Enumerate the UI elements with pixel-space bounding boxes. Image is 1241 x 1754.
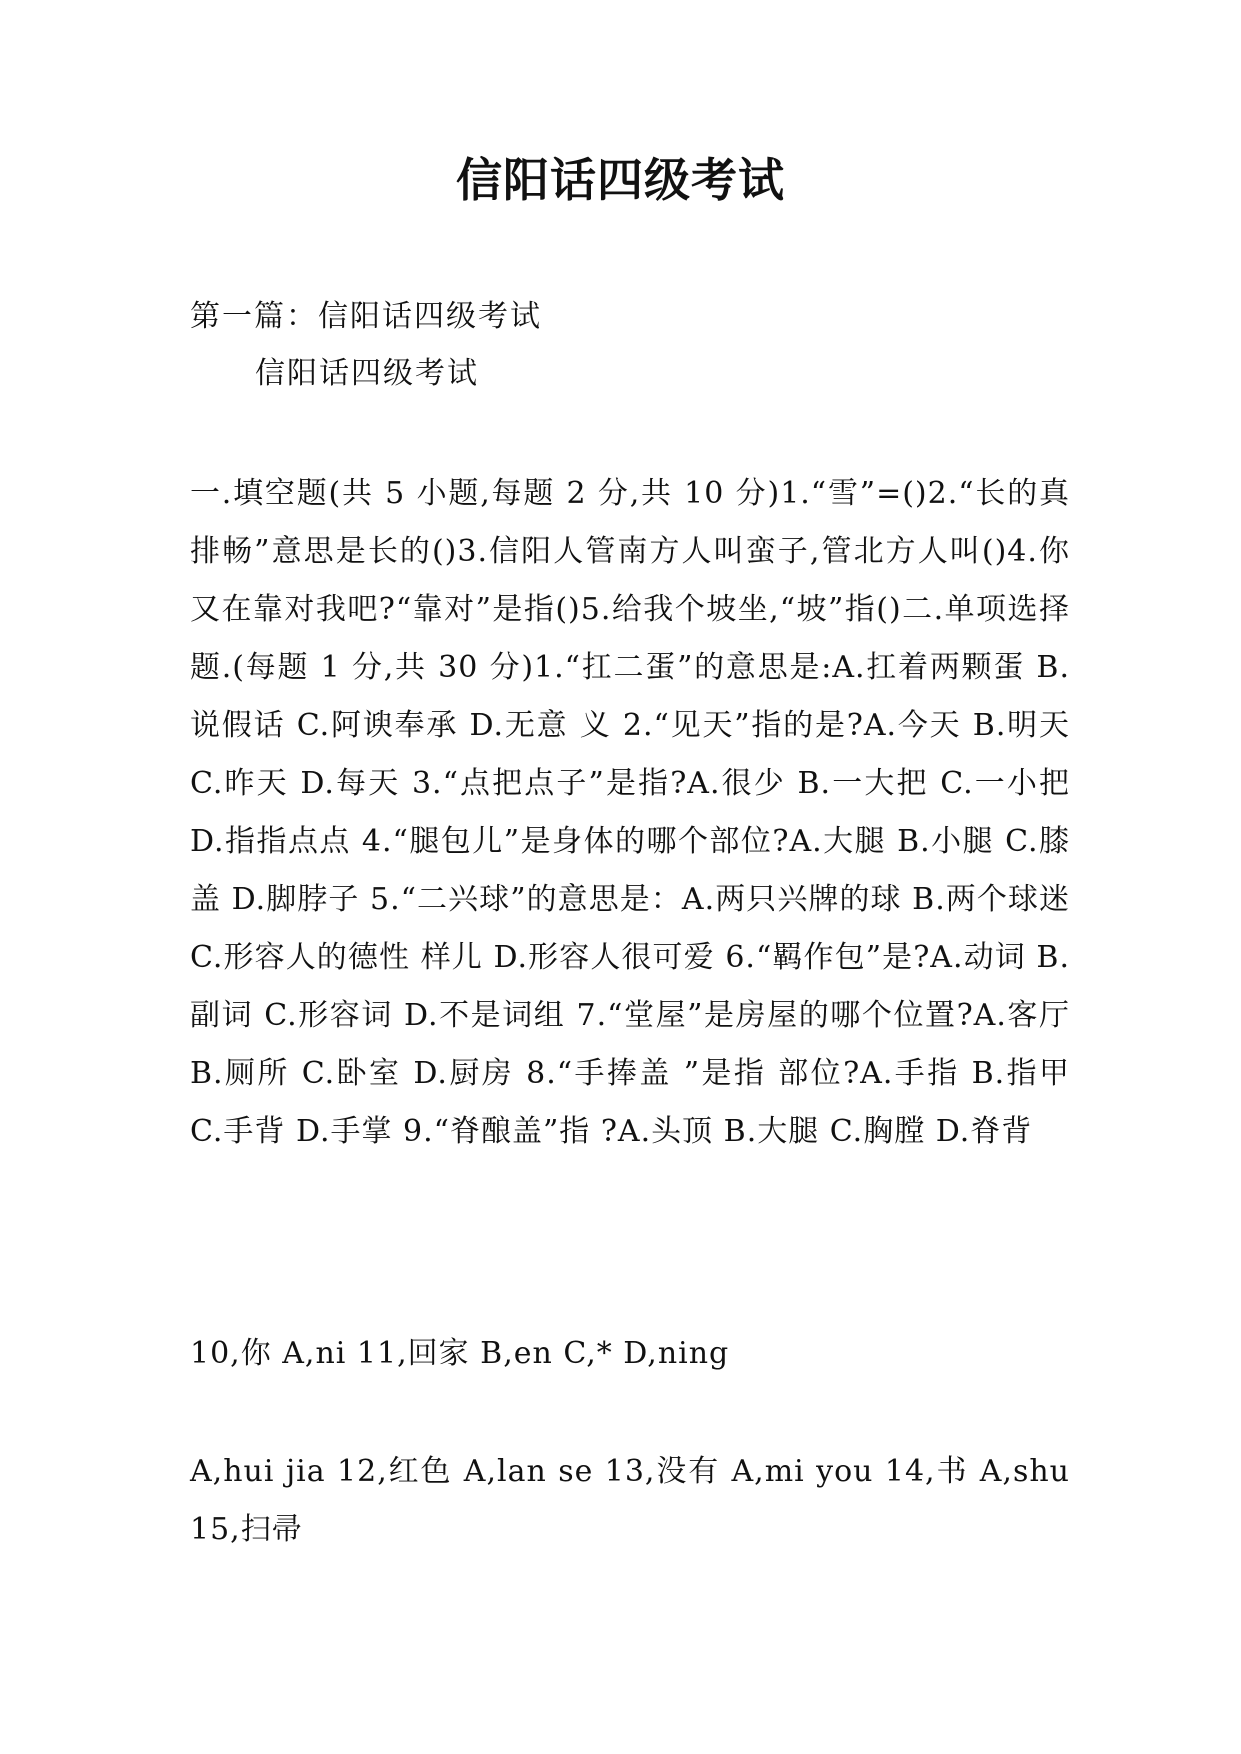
- part-heading: 第一篇：信阳话四级考试: [190, 299, 542, 334]
- paragraph-pronunciation-2: A,hui jia 12,红色 A,lan se 13,没有 A,mi you 14,书 A,shu 15,扫帚: [190, 1454, 1070, 1547]
- document-subtitle: 信阳话四级考试: [255, 356, 479, 391]
- document-title: 信阳话四级考试: [456, 153, 785, 207]
- paragraph-pronunciation-1: 10,你 A,ni 11,回家 B,en C,* D,ning: [190, 1336, 730, 1371]
- paragraph-questions: 一.填空题(共 5 小题,每题 2 分,共 10 分)1.“雪”=()2.“长的真排畅”意思是长的()3.信阳人管南方人叫蛮子,管北方人叫()4.你又在靠对我吧?“靠对”是指()5.给我个坡坐,“坡”指()二.单项选择题.(每题 1 分,共 30 分)1.“扛二蛋”的意思是:A.扛着两颗蛋 B.说假话 C.阿谀奉承 D.无意 义 2.“见天”指的是?A.今天 B.明天 C.昨天 D.每天 3.“点把点子”是指?A.很少 B.一大把 C.一小把 D.指指点点 4.“腿包儿”是身体的哪个部位?A.大腿 B.小腿 C.膝盖 D.脚脖子 5.“二兴球”的意思是：A.两只兴牌的球 B.两个球迷 C.形容人的德性 样儿 D.形容人很可爱 6.“羁作包”是?A.动词 B.副词 C.形容词 D.不是词组 7.“堂屋”是房屋的哪个位置?A.客厅 B.厕所 C.卧室 D.厨房 8.“手捧盖 ”是指 部位?A.手指 B.指甲 C.手背 D.手掌 9.“脊酿盖”指 ?A.头顶 B.大腿 C.胸膛 D.脊背: [190, 476, 1070, 1149]
